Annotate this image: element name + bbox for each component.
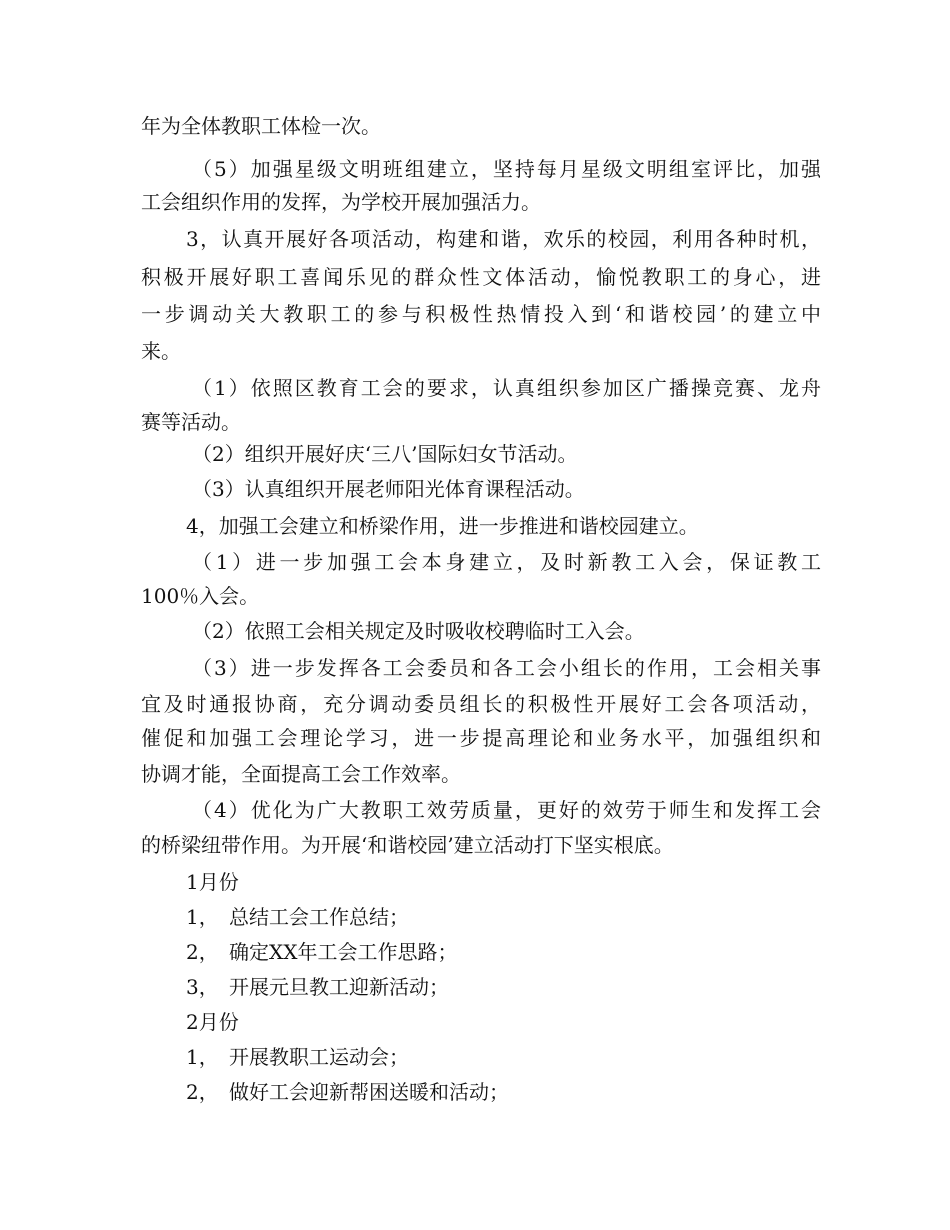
month-heading: 2月份 <box>186 1010 239 1034</box>
list-item <box>186 973 821 1001</box>
list-item <box>186 938 821 966</box>
text-line: （5）加强星级文明班组建立，坚持每月星级文明组室评比，加强 <box>192 157 821 181</box>
text-line: 4，加强工会建立和桥梁作用，进一步推进和谐校园建立。 <box>186 514 699 538</box>
text-line: 协调才能，全面提高工会工作效率。 <box>141 762 461 786</box>
text-line: 3，认真开展好各项活动，构建和谐，欢乐的校园，利用各种时机， <box>186 227 821 251</box>
text-line: 来。 <box>141 339 181 363</box>
list-item-text: 确定XX年工会工作思路； <box>229 940 458 964</box>
text-line: 的桥梁纽带作用。为开展‘和谐校园’建立活动打下坚实根底。 <box>141 833 674 857</box>
text-line: （2）组织开展好庆‘三八’国际妇女节活动。 <box>192 442 578 466</box>
list-item-number: 3， <box>186 975 219 999</box>
text-line: 工会组织作用的发挥，为学校开展加强活力。 <box>141 190 541 214</box>
list-item-number: 2， <box>186 1080 219 1104</box>
text-line: （3）认真组织开展老师阳光体育课程活动。 <box>192 477 585 501</box>
list-item <box>186 1043 821 1071</box>
list-item-text: 开展元旦教工迎新活动； <box>229 975 449 999</box>
text-line: 积极开展好职工喜闻乐见的群众性文体活动，愉悦教职工的身心，进 <box>141 265 821 289</box>
text-line: 100％入会。 <box>141 584 260 608</box>
text-line: （1）依照区教育工会的要求，认真组织参加区广播操竞赛、龙舟 <box>192 376 821 400</box>
list-item-text: 做好工会迎新帮困送暖和活动； <box>229 1080 509 1104</box>
text-line: （1）进一步加强工会本身建立，及时新教工入会，保证教工 <box>192 550 821 574</box>
text-line: 宜及时通报协商，充分调动委员组长的积极性开展好工会各项活动， <box>141 692 821 716</box>
text-line: 年为全体教职工体检一次。 <box>141 114 381 138</box>
text-line: 催促和加强工会理论学习，进一步提高理论和业务水平，加强组织和 <box>141 726 821 750</box>
text-line: 一步调动关大教职工的参与积极性热情投入到‘和谐校园’的建立中 <box>141 302 821 326</box>
list-item-number: 1， <box>186 1045 219 1069</box>
text-line: （3）进一步发挥各工会委员和各工会小组长的作用，工会相关事 <box>192 656 821 680</box>
month-heading: 1月份 <box>186 870 239 894</box>
list-item-text: 开展教职工运动会； <box>229 1045 409 1069</box>
list-item-number: 1， <box>186 905 219 929</box>
list-item-text: 总结工会工作总结； <box>229 905 409 929</box>
text-line: （2）依照工会相关规定及时吸收校聘临时工入会。 <box>192 619 645 643</box>
list-item-number: 2， <box>186 940 219 964</box>
text-line: 赛等活动。 <box>141 410 241 434</box>
list-item <box>186 903 821 931</box>
list-item <box>186 1078 821 1106</box>
text-line: （4）优化为广大教职工效劳质量，更好的效劳于师生和发挥工会 <box>192 798 821 822</box>
